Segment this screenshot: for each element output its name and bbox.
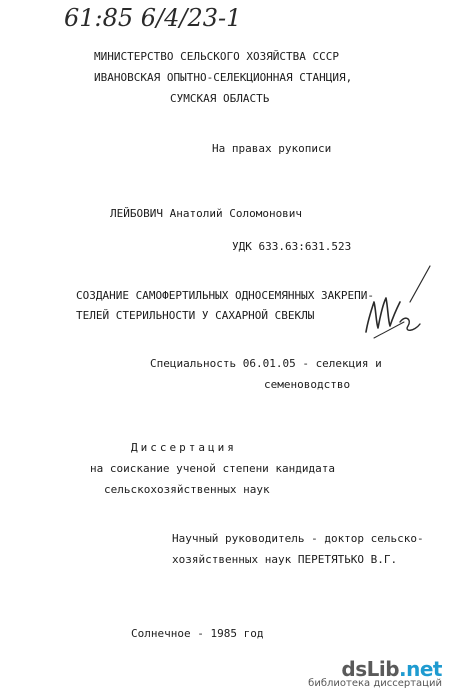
place-year: Солнечное - 1985 год — [131, 627, 264, 640]
region-line: СУМСКАЯ ОБЛАСТЬ — [170, 92, 270, 105]
title-line-2: ТЕЛЕЙ СТЕРИЛЬНОСТИ У САХАРНОЙ СВЕКЛЫ — [76, 309, 315, 322]
udk-code: УДК 633.63:631.523 — [232, 240, 352, 253]
title-line-1: СОЗДАНИЕ САМОФЕРТИЛЬНЫХ ОДНОСЕМЯННЫХ ЗАКРЕПИ- — [76, 289, 375, 302]
logo-subtitle: библиотека диссертаций — [308, 678, 442, 689]
supervisor-line-2: хозяйственных наук ПЕРЕТЯТЬКО В.Г. — [172, 553, 398, 566]
ministry-line: МИНИСТЕРСТВО СЕЛЬСКОГО ХОЗЯЙСТВА СССР — [94, 50, 340, 63]
logo-brand-tld: .net — [399, 657, 442, 681]
handwritten-number-text: 61:85 6/4/23-1 — [64, 4, 242, 32]
degree-heading: Диссертация — [131, 441, 237, 454]
degree-line-3: сельскохозяйственных наук — [104, 483, 270, 496]
specialty-line-1: Специальность 06.01.05 - селекция и — [150, 357, 382, 370]
author-name: ЛЕЙБОВИЧ Анатолий Соломонович — [110, 207, 303, 220]
dslib-watermark-logo — [308, 657, 442, 691]
supervisor-line-1: Научный руководитель - доктор сельско- — [172, 532, 424, 545]
specialty-line-2: семеноводство — [264, 378, 351, 391]
degree-line-2: на соискание ученой степени кандидата — [90, 462, 336, 475]
station-line: ИВАНОВСКАЯ ОПЫТНО-СЕЛЕКЦИОННАЯ СТАНЦИЯ, — [94, 71, 353, 84]
rights-note: На правах рукописи — [212, 142, 332, 155]
handwritten-signature — [360, 262, 440, 346]
logo-brand-main: dsLib — [341, 657, 400, 681]
handwritten-catalog-number — [60, 0, 280, 34]
